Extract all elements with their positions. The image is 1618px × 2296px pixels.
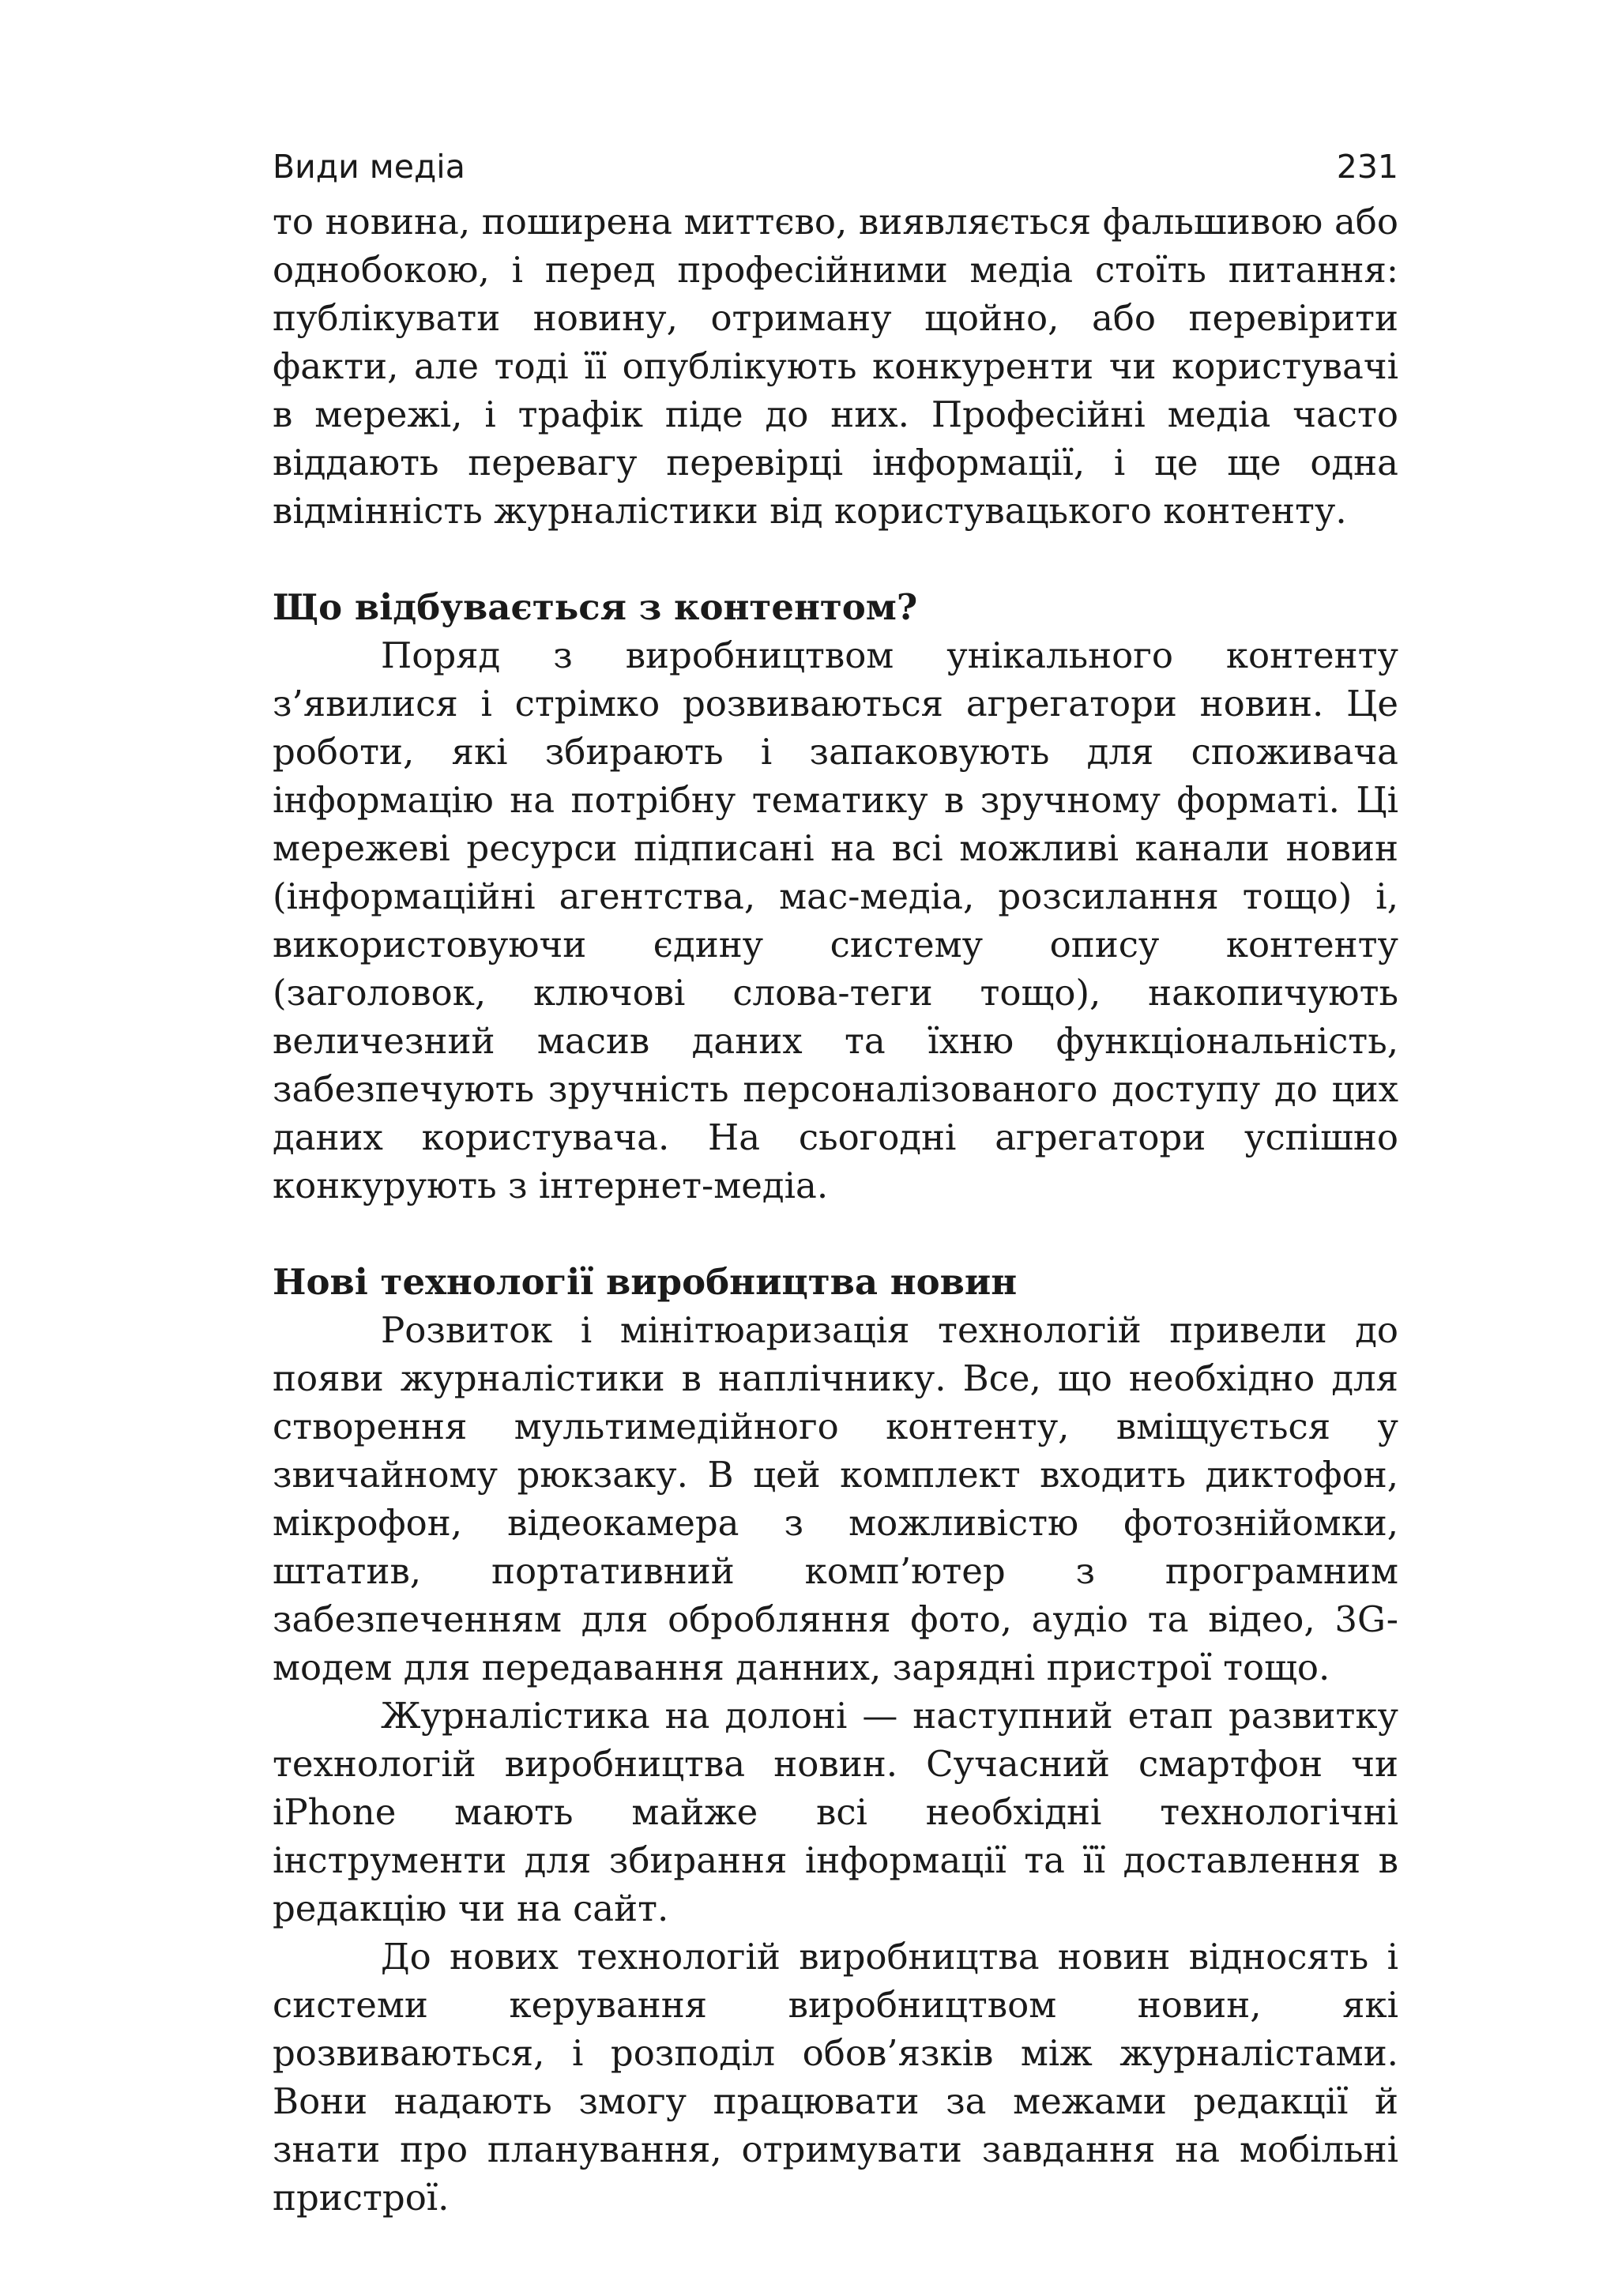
paragraph-1: то новина, поширена миттєво, виявляється фальшивою або однобокою, і перед професійними медіа стоїть питання: публікувати новину, отриману щойно, або перевірити факти, але тоді її опублікують конкуренти чи користувачі в мережі, і трафік піде до них. Професійні медіа часто віддають перевагу перевірці інформації, і це ще одна відмінність журналістики від користувацького контенту. [273, 201, 1398, 532]
running-header [273, 142, 1398, 191]
paragraph-4: Журналістика на долоні — наступний етап развитку технологій виробництва новин. Сучасний смартфон чи iPhone мають майже всі необхідні технологічні інструменти для збирання інформації та її доставлення в редакцію чи на сайт. [273, 1695, 1398, 1929]
paragraph-3: Розвиток і мінітюаризація технологій привели до появи журналістики в наплічнику. Все, що необхідно для створення мультимедійного контенту, вміщується у звичайному рюкзаку. В цей комплект входить диктофон, мікрофон, відеокамера з можливістю фотознійомки, штатив, портативний комп’ютер з програмним забезпеченням для обробляння фото, аудіо та відео, 3G-модем для передавання данних, зарядні пристрої тощо. [273, 1309, 1398, 1688]
section-heading-technologies: Нові технології виробництва новин [273, 1261, 1018, 1303]
section-title: Види медіа [273, 148, 465, 186]
page-number: 231 [1336, 148, 1398, 186]
section-heading-content: Що відбувається з контентом? [273, 586, 918, 628]
paragraph-5: До нових технологій виробництва новин відносять і системи керування виробництвом новин, які розвиваються, і розподіл обов’язків між журналістами. Вони надають змогу працювати за межами редакції й знати про планування, отримувати завдання на мобільні пристрої. [273, 1936, 1398, 2219]
book-page [273, 142, 1398, 2222]
paragraph-2: Поряд з виробництвом унікального контенту з’явилися і стрімко розвиваються агрегатори новин. Це роботи, які збирають і запаковують для споживача інформацію на потрібну тематику в зручному форматі. Ці мережеві ресурси підписані на всі можливі канали новин (інформаційні агентства, мас-медіа, розсилання тощо) і, використовуючи єдину систему опису контенту (заголовок, ключові слова-теги тощо), накопичують величезний масив даних та їхню функціональність, забезпечують зручність персоналізованого доступу до цих даних користувача. На сьогодні агрегатори успішно конкурують з інтернет-медіа. [273, 634, 1398, 1206]
spacer [273, 1210, 1398, 1258]
spacer [273, 535, 1398, 583]
